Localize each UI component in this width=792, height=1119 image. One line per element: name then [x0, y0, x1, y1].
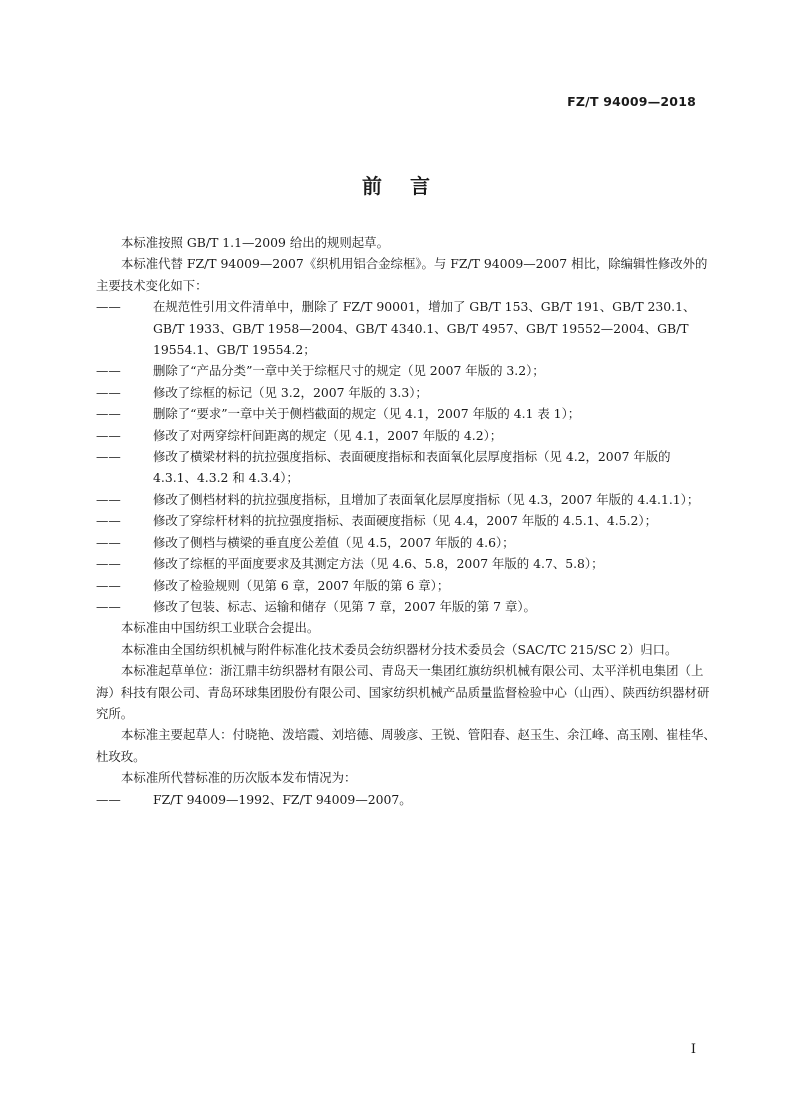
list-item-text: 修改了侧档与横梁的垂直度公差值（见 4.5，2007 年版的 4.6）；: [153, 534, 515, 550]
list-item: [96, 382, 718, 403]
dash-marker: ——: [96, 534, 121, 550]
dash-marker: ——: [96, 449, 121, 465]
dash-marker: ——: [96, 406, 121, 422]
list-item: [96, 360, 718, 381]
list-item-text: 修改了穿综杆材料的抗拉强度指标、表面硬度指标（见 4.4，2007 年版的 4.5.1、4.5.2）；: [153, 513, 658, 529]
list-item-text: 修改了综框的标记（见 3.2，2007 年版的 3.3）；: [153, 384, 428, 400]
paragraph: 本标准起草单位：浙江鼎丰纺织器材有限公司、青岛天一集团红旗纺织机械有限公司、太平洋机电集团（上海）科技有限公司、青岛环球集团股份有限公司、国家纺织机械产品质量监督检验中心（山西）、陕西纺织器材研究所。: [96, 663, 710, 721]
list-item-text: 修改了检验规则（见第 6 章，2007 年版的第 6 章）；: [153, 577, 450, 593]
list-item-text: 删除了“要求”一章中关于侧档截面的规定（见 4.1，2007 年版的 4.1 表 1）；: [153, 406, 581, 422]
paragraph: 本标准按照 GB/T 1.1—2009 给出的规则起草。: [121, 235, 389, 250]
standard-code: FZ/T 94009—2018: [567, 94, 696, 109]
dash-marker: ——: [96, 491, 121, 507]
page-number: I: [690, 1042, 696, 1057]
list-item: [96, 425, 718, 446]
list-item: [96, 789, 718, 810]
list-item-text: 修改了横梁材料的抗拉强度指标、表面硬度指标和表面氧化层厚度指标（见 4.2，2007 年版的 4.3.1、4.3.2 和 4.3.4）；: [153, 449, 671, 486]
paragraph: 本标准由全国纺织机械与附件标准化技术委员会纺织器材分技术委员会（SAC/TC 215/SC 2）归口。: [121, 641, 678, 657]
list-item: [96, 296, 718, 360]
list-item: [96, 532, 718, 553]
paragraph: 本标准所代替标准的历次版本发布情况为：: [121, 770, 357, 786]
list-item: [96, 596, 718, 617]
list-item: [96, 553, 718, 574]
page-title: 前言: [362, 174, 458, 198]
paragraph: 本标准由中国纺织工业联合会提出。: [121, 620, 320, 636]
foreword-body: [96, 232, 718, 810]
list-item-text: 删除了“产品分类”一章中关于综框尺寸的规定（见 2007 年版的 3.2）；: [153, 363, 545, 379]
list-item-text: 修改了对两穿综杆间距离的规定（见 4.1，2007 年版的 4.2）；: [153, 427, 503, 443]
dash-marker: ——: [96, 577, 121, 593]
dash-marker: ——: [96, 556, 121, 572]
list-item-text: 修改了综框的平面度要求及其测定方法（见 4.6、5.8，2007 年版的 4.7、5.8）；: [153, 556, 604, 572]
dash-marker: ——: [96, 598, 121, 614]
dash-marker: ——: [96, 384, 121, 400]
list-item-text: 修改了侧档材料的抗拉强度指标，且增加了表面氧化层厚度指标（见 4.3，2007 年版的 4.4.1.1）；: [153, 491, 700, 507]
dash-marker: ——: [96, 513, 121, 529]
list-item: [96, 446, 718, 489]
list-item-text: 修改了包装、标志、运输和储存（见第 7 章，2007 年版的第 7 章）。: [153, 598, 536, 614]
list-item: [96, 510, 718, 531]
dash-marker: ——: [96, 791, 121, 807]
list-item: [96, 403, 718, 424]
dash-marker: ——: [96, 427, 121, 443]
list-item-text: FZ/T 94009—1992、FZ/T 94009—2007。: [153, 791, 412, 807]
list-item: [96, 489, 718, 510]
list-item-text: 在规范性引用文件清单中，删除了 FZ/T 90001，增加了 GB/T 153、GB/T 191、GB/T 230.1、GB/T 1933、GB/T 1958—2004、GB/T 4340.1、GB/T 4957、GB/T 19552—2004、GB/T 19554.1、GB/T 19554.2；: [153, 299, 696, 358]
paragraph: 本标准代替 FZ/T 94009—2007《织机用铝合金综框》。与 FZ/T 94009—2007 相比，除编辑性修改外的主要技术变化如下：: [96, 256, 708, 293]
list-item: [96, 575, 718, 596]
dash-marker: ——: [96, 363, 121, 379]
dash-marker: ——: [96, 299, 121, 315]
paragraph: 本标准主要起草人：付晓艳、泼培霞、刘培德、周骏彦、王锐、管阳春、赵玉生、余江峰、高玉刚、崔桂华、杜玫玫。: [96, 727, 716, 764]
